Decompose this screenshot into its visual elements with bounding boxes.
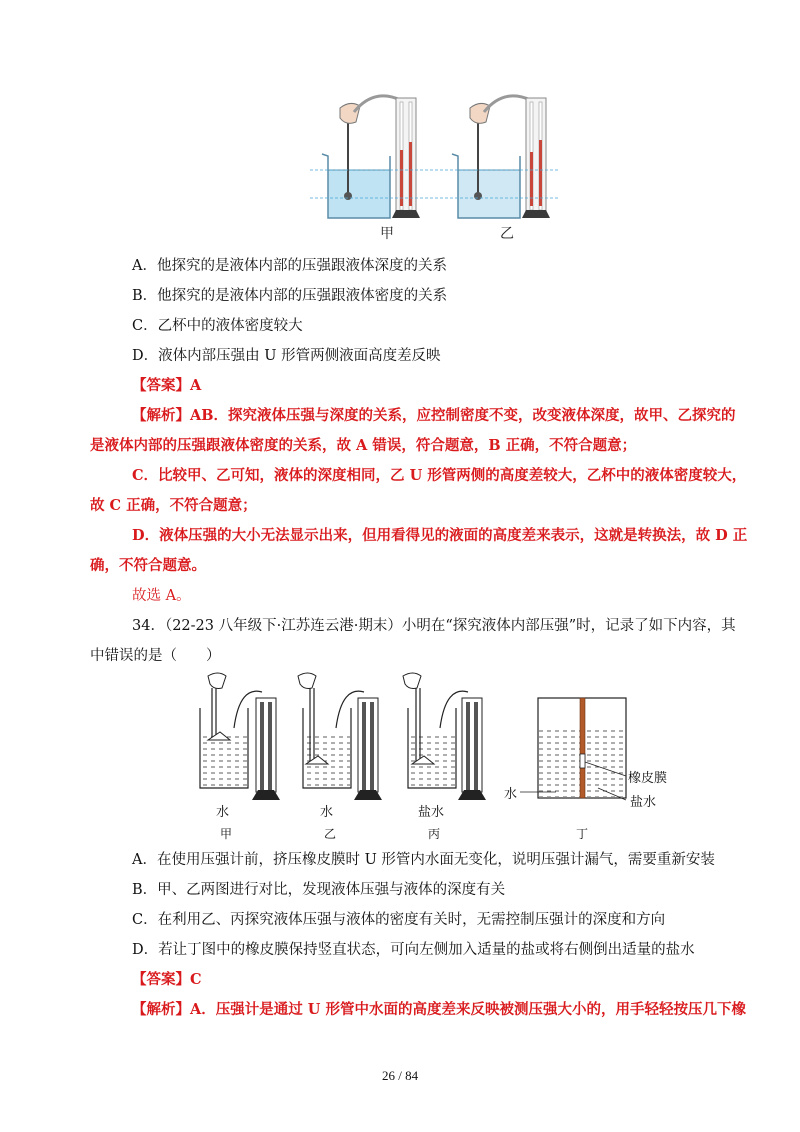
apparatus-ding (520, 698, 626, 800)
page-current: 26 (381, 1068, 395, 1083)
page-number (0, 1068, 800, 1084)
q33-explanation-1: 【解析】AB．探究液体压强与深度的关系，应控制密度不变，改变液体深度，故甲、乙探究的 (132, 407, 736, 424)
label-saltwater-bing: 盐水 (418, 805, 445, 820)
beaker-left (322, 96, 400, 218)
q33-option-a: A．他探究的是液体内部的压强跟液体深度的关系 (132, 258, 447, 274)
q34-answer: 【答案】C (132, 971, 202, 988)
figure-pressure-gauges-1 (300, 92, 570, 242)
caption-ding: 丁 (576, 827, 589, 841)
caption-jia: 甲 (220, 827, 233, 841)
q34-option-c: C．在利用乙、丙探究液体压强与液体的密度有关时，无需控制压强计的深度和方向 (132, 912, 666, 928)
caption-bing: 丙 (428, 827, 441, 841)
q33-conclusion: 故选 A。 (132, 588, 191, 604)
q33-option-d: D．液体内部压强由 U 形管两侧液面高度差反映 (132, 348, 441, 364)
apparatus-yi (298, 673, 382, 800)
label-water-jia: 水 (216, 805, 230, 820)
q34-option-b: B．甲、乙两图进行对比，发现液体压强与液体的深度有关 (132, 882, 506, 898)
label-water-yi: 水 (320, 805, 334, 820)
q34-option-d: D．若让丁图中的橡皮膜保持竖直状态，可向左侧加入适量的盐或将右侧倒出适量的盐水 (132, 942, 695, 958)
q33-option-b: B．他探究的是液体内部的压强跟液体密度的关系 (132, 288, 448, 304)
apparatus-bing (403, 673, 486, 800)
q33-explanation-2: 是液体内部的压强跟液体密度的关系，故 A 错误，符合题意，B 正确，不符合题意； (90, 437, 637, 454)
figure1-label-right: 乙 (500, 226, 514, 242)
q34-stem-line1: 34．（22-23 八年级下·江苏连云港·期末）小明在“探究液体内部压强”时，记录了如下内容，其 (132, 618, 736, 634)
q34-explanation-1: 【解析】A．压强计是通过 U 形管中水面的高度差来反映被测压强大小的，用手轻轻按压几下橡 (132, 1001, 746, 1018)
q33-explanation-3: C．比较甲、乙可知，液体的深度相同，乙 U 形管两侧的高度差较大，乙杯中的液体密度较大， (132, 467, 747, 484)
page-total: 84 (405, 1068, 419, 1083)
u-tube-right (522, 98, 550, 218)
q33-answer: 【答案】A (132, 377, 202, 394)
q33-explanation-4: 故 C 正确，不符合题意； (90, 497, 257, 514)
figure1-label-left: 甲 (380, 226, 394, 242)
q34-stem-line2: 中错误的是（ ） (90, 648, 221, 664)
q33-explanation-5: D．液体压强的大小无法显示出来，但用看得见的液面的高度差来表示，这就是转换法，故 D 正 (132, 527, 748, 544)
label-saltwater-ding: 盐水 (630, 795, 657, 810)
apparatus-jia (200, 673, 280, 800)
q33-explanation-6: 确，不符合题意。 (90, 557, 206, 574)
page-separator: / (398, 1068, 402, 1083)
q33-option-c: C．乙杯中的液体密度较大 (132, 318, 303, 334)
label-membrane: 橡皮膜 (628, 771, 668, 786)
label-water-ding: 水 (504, 787, 518, 802)
q34-option-a: A．在使用压强计前，挤压橡皮膜时 U 形管内水面无变化，说明压强计漏气，需要重新安装 (132, 852, 715, 868)
u-tube-left (392, 98, 420, 218)
caption-yi: 乙 (324, 827, 337, 841)
figure-pressure-gauges-2 (178, 668, 678, 843)
beaker-right (452, 96, 530, 218)
